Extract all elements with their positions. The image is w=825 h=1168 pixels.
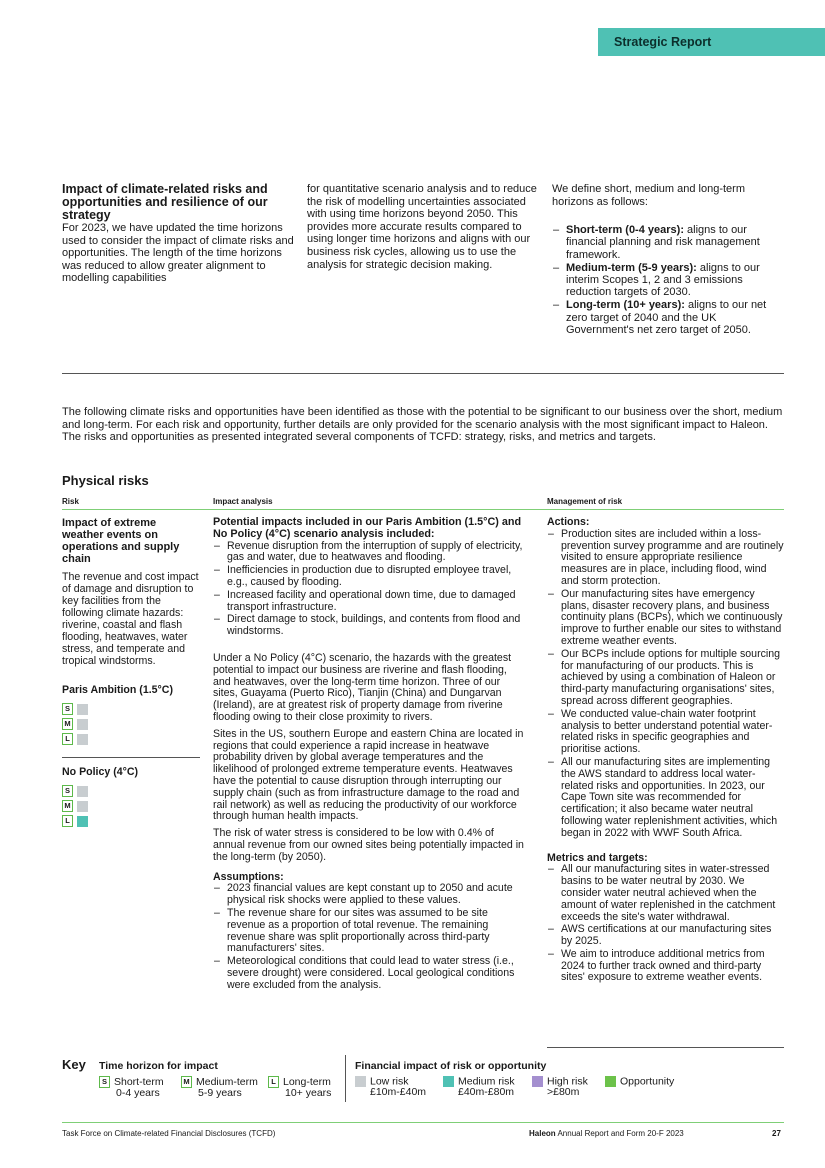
financial-impact-title: Financial impact of risk or opportunity [355, 1060, 547, 1072]
col-mgmt-heading: Management of risk [547, 497, 623, 506]
key-short-term: S Short-term 0-4 years [99, 1076, 164, 1099]
col-risk-heading: Risk [62, 497, 79, 506]
action-bullet: – All our manufacturing sites are implementing the AWS standard to address local water-related risks and opportunities. In 2023, our Cape Town site was recommended for certification; it also became water neutral following water replenishment activities, which began in 2022 with WWF South Africa. [547, 757, 784, 840]
risk-title: Impact of extreme weather events on operations and supply chain [62, 517, 180, 565]
key-opportunity: Opportunity [605, 1076, 674, 1087]
intro-col3-lead: We define short, medium and long-term horizons as follows: [552, 183, 745, 208]
impact-bullets [213, 541, 525, 638]
intro-col-1 [62, 183, 296, 285]
nopolicy-medium-level [77, 801, 88, 812]
action-bullet: – Our BCPs include options for multiple sourcing for manufacturing of our products. This is achieved by using a combination of Haleon or third-party manufacturing organisations' sites, spread across different geographies. [547, 649, 784, 708]
table-header-rule [62, 509, 784, 510]
risk-description: The revenue and cost impact of damage and disruption to key facilities from the following climate hazards: riverine, coastal and flash flooding, heatwaves, water stress, and temperate and tropical windstorms. [62, 571, 199, 667]
horizon-tag: L [62, 733, 73, 745]
key-low-risk: Low risk £10m-£40m [355, 1076, 426, 1098]
impact-paragraph-1: Under a No Policy (4°C) scenario, the hazards with the greatest potential to impact our business are riverine and flash flooding, and heatwaves, over the long-term time horizon. Three of our sites, Guayama (Puerto Rico), Tianjin (China) and Dungarvan (Ireland), are at greatest risk of property damage from riverine flooding owing to their close proximity to rivers. [213, 651, 512, 723]
time-horizon-title: Time horizon for impact [99, 1060, 218, 1072]
col-impact-heading: Impact analysis [213, 497, 273, 506]
nopolicy-horizon-grid [62, 785, 200, 828]
metric-bullet: – AWS certifications at our manufacturing sites by 2025. [547, 924, 784, 948]
action-bullet: – We conducted value-chain water footprint analysis to better understand potential water-related risks in specific geographies and prioritise actions. [547, 709, 784, 756]
key-tag: L [268, 1076, 279, 1088]
action-bullets [547, 529, 784, 840]
nopolicy-long-level [77, 816, 88, 827]
key-tag: S [99, 1076, 110, 1088]
footer-rule [62, 1122, 784, 1123]
key-long-term: L Long-term 10+ years [268, 1076, 331, 1099]
impact-bullet: – Increased facility and operational down time, due to damaged transport infrastructure. [213, 590, 525, 614]
table-bottom-rule [547, 1047, 784, 1048]
page-number: 27 [772, 1129, 781, 1138]
impact-heading: Potential impacts included in our Paris Ambition (1.5°C) and No Policy (4°C) scenario analysis included: [213, 516, 522, 540]
intro-col1-text: For 2023, we have updated the time horizons used to consider the impact of climate risks and opportunities. The length of the time horizons was reduced to allow greater alignment to modelling capabilities [62, 222, 294, 285]
impact-bullet: – Direct damage to stock, buildings, and contents from flood and windstorms. [213, 614, 525, 638]
actions-heading: Actions: [547, 516, 590, 528]
metric-bullet: – We aim to introduce additional metrics from 2024 to further track owned and third-party sites' exposure to extreme weather events. [547, 949, 784, 984]
impact-bullet: – Revenue disruption from the interruption of supply of electricity, gas and water, due to heatwaves and flooding. [213, 541, 525, 565]
key-divider [345, 1055, 346, 1102]
key-medium-term: M Medium-term 5-9 years [181, 1076, 258, 1099]
summary-paragraph: The following climate risks and opportunities have been identified as those with the potential to be significant to our business over the short, medium and long-term. For each risk and opportunity, further details are only provided for the scenario analysis with the most significant impact to Haleon. The risks and opportunities as presented integrated several components of TCFD: strategy, risks, and metrics and targets. [62, 406, 783, 444]
metric-bullets [547, 864, 784, 984]
nopolicy-short-level [77, 786, 88, 797]
key-high-risk: High risk >£80m [532, 1076, 588, 1098]
footer-brand: Haleon [529, 1129, 556, 1138]
section-banner: Strategic Report [598, 28, 825, 56]
risk-column [62, 517, 200, 830]
horizon-tag: S [62, 785, 73, 797]
assumption-bullet: – The revenue share for our sites was assumed to be site revenue as a proportion of total revenue. The remaining revenue share was split proportionally across third-party manufacturers' sites. [213, 908, 525, 955]
management-column [547, 517, 784, 985]
assumption-bullet: – 2023 financial values are kept constant up to 2050 and acute physical risk shocks were applied to these values. [213, 883, 525, 907]
assumption-bullets [213, 883, 525, 991]
footer-section: Task Force on Climate-related Financial Disclosures (TCFD) [62, 1129, 276, 1138]
action-bullet: – Our manufacturing sites have emergency plans, disaster recovery plans, and business continuity plans (BCPs), which we continuously improve to further enable our sites to withstand extreme weather events. [547, 589, 784, 648]
assumptions-heading: Assumptions: [213, 870, 284, 883]
intro-col-3 [552, 183, 784, 337]
paris-medium-level [77, 719, 88, 730]
assumption-bullet: – Meteorological conditions that could lead to water stress (i.e., severe drought) were considered. Local geological conditions were excluded from the analysis. [213, 956, 525, 991]
intro-col-2 [307, 183, 539, 271]
key-title: Key [62, 1057, 86, 1072]
impact-paragraph-2: Sites in the US, southern Europe and eastern China are located in regions that could experience a rapid increase in heatwave probability driven by global average temperatures and the likelihood of prolonged extreme temperature events. Heatwaves have the potential to cause disruption through interrupting our supply chain (such as from infrastructure damage to the road and rail network) as well as reducing the productivity of our workforce through human health impacts. [213, 727, 524, 823]
metric-bullet: – All our manufacturing sites in water-stressed basins to be water neutral by 2030. We consider water neutral achieved when the amount of water replenished in the catchment exceeds the site's water withdrawal. [547, 864, 784, 923]
footer-report [529, 1129, 684, 1138]
intro-col2-text: for quantitative scenario analysis and to reduce the risk of modelling uncertainties associated with using time horizons beyond 2050. This provides more accurate results compared to using longer time horizons and aligns with our business risk cycles, allowing us to use the analysis for strategic decision making. [307, 183, 537, 271]
metrics-heading: Metrics and targets: [547, 851, 648, 864]
footer-report-title: Annual Report and Form 20-F 2023 [557, 1129, 684, 1138]
section-divider [62, 373, 784, 374]
paris-label: Paris Ambition (1.5°C) [62, 684, 173, 696]
physical-risks-title: Physical risks [62, 473, 149, 488]
impact-paragraph-3: The risk of water stress is considered to be low with 0.4% of annual revenue from our owned sites being potentially impacted in the long-term (by 2050). [213, 827, 524, 863]
horizon-tag: M [62, 800, 73, 812]
horizon-item: – Medium-term (5-9 years): aligns to our interim Scopes 1, 2 and 3 emissions reduction targets of 2030. [552, 262, 784, 299]
paris-horizon-grid [62, 703, 200, 746]
paris-long-level [77, 734, 88, 745]
key-tag: M [181, 1076, 192, 1088]
key-medium-risk: Medium risk £40m-£80m [443, 1076, 515, 1098]
impact-column [213, 517, 525, 992]
opportunity-swatch [605, 1076, 616, 1087]
nopolicy-label: No Policy (4°C) [62, 765, 139, 778]
horizon-tag: M [62, 718, 73, 730]
impact-bullet: – Inefficiencies in production due to disrupted employee travel, e.g., caused by flooding. [213, 565, 525, 589]
horizon-item: – Long-term (10+ years): aligns to our net zero target of 2040 and the UK Government's net zero target of 2050. [552, 299, 784, 336]
action-bullet: – Production sites are included within a loss-prevention survey programme and are routinely visited to ensure appropriate resilience measures are in place, including flood, wind and storm protection. [547, 529, 784, 588]
horizon-tag: L [62, 815, 73, 827]
risk-divider [62, 757, 200, 758]
horizon-list [552, 224, 784, 336]
horizon-item: – Short-term (0-4 years): aligns to our financial planning and risk management framework. [552, 224, 784, 261]
horizon-tag: S [62, 703, 73, 715]
paris-short-level [77, 704, 88, 715]
intro-heading: Impact of climate-related risks and opportunities and resilience of our strategy [62, 182, 268, 222]
